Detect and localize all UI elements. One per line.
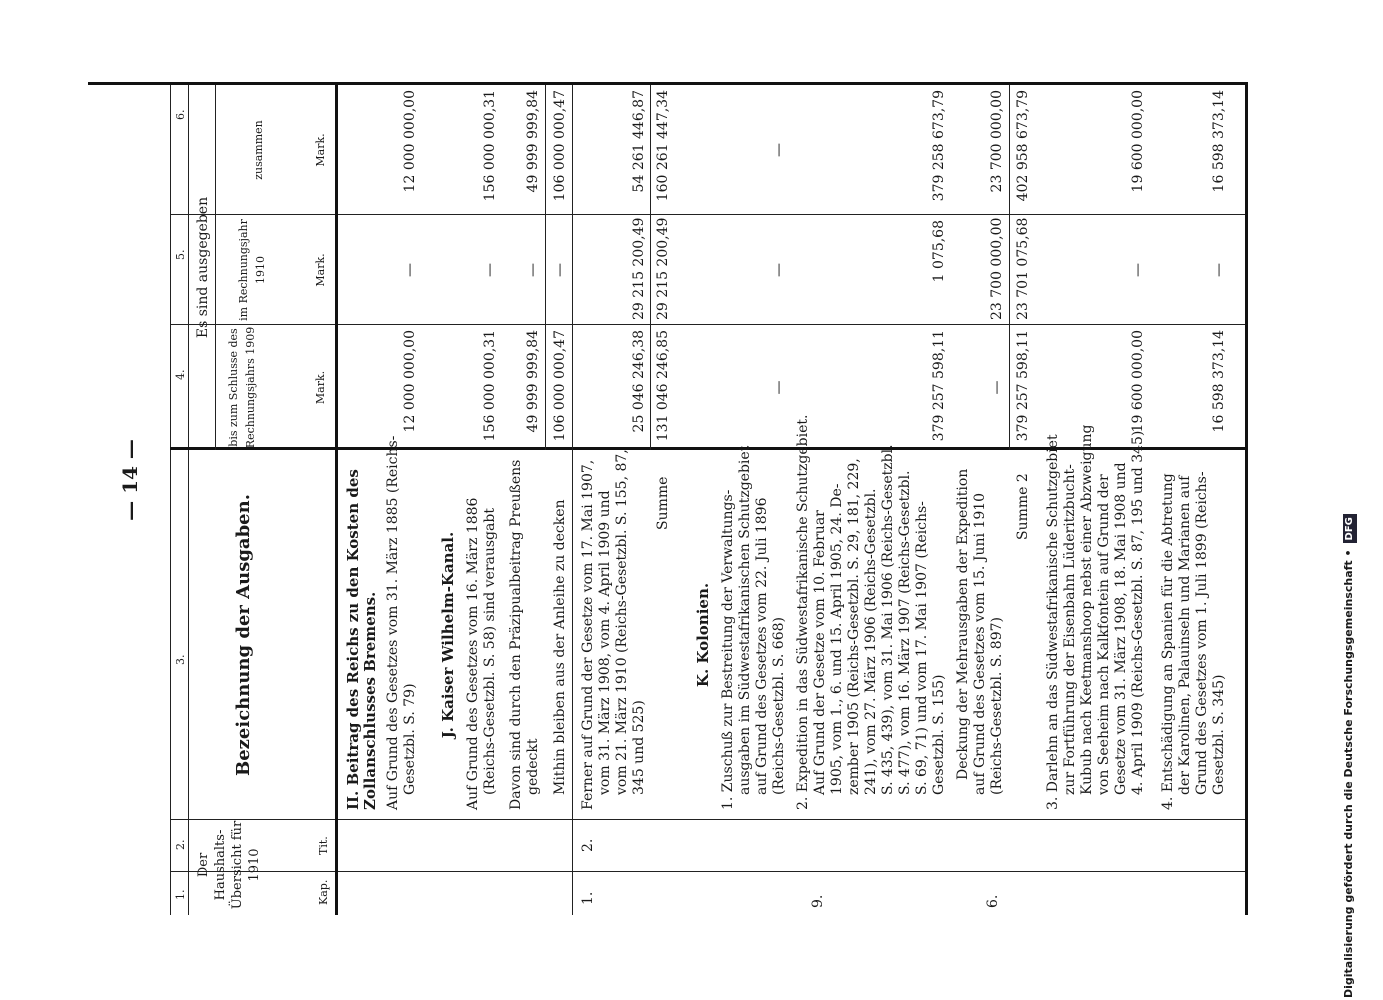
- II-c4: 12 000 000,00: [402, 330, 418, 433]
- J3-c5: —: [552, 263, 568, 277]
- J-sum-label: Summe: [655, 476, 671, 530]
- rule-J2: [545, 85, 546, 450]
- J2-c4: 49 999 999,84: [525, 330, 541, 433]
- K2b-c5: 23 700 000,00: [989, 217, 1005, 320]
- K2-kap: 9.: [810, 894, 826, 908]
- header-unit-6: Mark.: [314, 133, 327, 167]
- K4-c6: 16 598 373,14: [1211, 90, 1227, 193]
- K2-sum-c6: 402 958 673,79: [1015, 90, 1031, 202]
- K2-sum-c4: 379 257 598,11: [1015, 330, 1031, 442]
- K3-line3: Kubub nach Keetmanshoop nebst einer Abzweigung: [1079, 424, 1095, 795]
- dfg-logo: DFG: [1343, 514, 1357, 543]
- K2b-c6: 23 700 000,00: [989, 90, 1005, 193]
- K1-line2: ausgaben im Südwestafrikanischen Schutzgebiet: [737, 445, 753, 795]
- rule-bottom: [1245, 85, 1248, 915]
- K4-c4: 16 598 373,14: [1211, 330, 1227, 433]
- col-number-4: 4.: [174, 369, 187, 380]
- header-kap: Kap.: [317, 879, 330, 905]
- K3-c4: 19 600 000,00: [1130, 330, 1146, 433]
- footer-note-text: Digitalisierung gefördert durch die Deutsche Forschungsgemeinschaft •: [1342, 549, 1355, 998]
- J1-line1: Auf Grund des Gesetzes vom 16. März 1886: [465, 497, 481, 810]
- K2-c4: 379 257 598,11: [931, 330, 947, 442]
- col-number-6: 6.: [174, 109, 187, 120]
- J4-line4: 345 und 525): [631, 700, 647, 795]
- K2b-line1: Deckung der Mehrausgaben der Expedition: [955, 468, 971, 780]
- col-number-1: 1.: [174, 889, 187, 900]
- K2-line2: Auf Grund der Gesetze vom 10. Februar: [812, 510, 828, 795]
- header-col4: bis zum Schlusse des Rechnungsjahrs 1909: [227, 326, 257, 449]
- J-sum-c4: 131 046 246,85: [655, 330, 671, 442]
- header-col6: zusammen: [252, 120, 265, 180]
- section-J-title: J. Kaiser Wilhelm-Kanal.: [439, 531, 457, 739]
- K3-c6: 19 600 000,00: [1130, 90, 1146, 193]
- header-tit: Tit.: [317, 836, 330, 855]
- K3-line1: 3. Darlehn an das Südwestafrikanische Schutzgebiet: [1045, 434, 1061, 810]
- J4-c4: 25 046 246,38: [631, 330, 647, 433]
- K2-c5: 1 075,68: [931, 220, 947, 283]
- col-number-5: 5.: [174, 249, 187, 260]
- J-sum-c5: 29 215 200,49: [655, 217, 671, 320]
- rule-spent: [215, 85, 216, 450]
- col-line-5: [170, 214, 1245, 215]
- header-budget-overview: Der Haushalts-Übersicht für 1910: [196, 820, 262, 910]
- K2b-line3: (Reichs-Gesetzbl. S. 897): [989, 617, 1005, 795]
- K2-line9: Gesetzbl. S. 155): [931, 674, 947, 795]
- header-col5: im Rechnungsjahr 1910: [237, 219, 267, 321]
- II-c5: —: [402, 263, 418, 277]
- col-line-4: [170, 324, 1245, 325]
- K2-line7: S. 477), vom 16. März 1907 (Reichs-Gesetzbl.: [897, 470, 913, 795]
- section-II-title: II. Beitrag des Reichs zu den Kosten des Zollanschlusses Bremens.: [344, 469, 379, 810]
- J4-line2: vom 31. März 1908, vom 4. April 1909 und: [597, 490, 613, 795]
- J2-line1: Davon sind durch den Präzipualbeitrag Preußens: [508, 459, 524, 810]
- J1-c6: 156 000 000,31: [482, 90, 498, 202]
- K4-line2: der Karolinen, Palauinseln und Marianen auf: [1177, 475, 1193, 795]
- K4-line4: Gesetzbl. S. 345): [1211, 674, 1227, 795]
- J1-c5: —: [482, 263, 498, 277]
- K3-line2: zur Fortführung der Eisenbahn Lüderitzbucht-: [1062, 464, 1078, 795]
- col-number-3: 3.: [174, 654, 187, 665]
- J3-c6: 106 000 000,47: [552, 90, 568, 202]
- K1-c6: —: [771, 143, 787, 157]
- K1-line4: (Reichs-Gesetzbl. S. 668): [771, 617, 787, 795]
- rule-K2b: [1009, 85, 1010, 450]
- J3-line1: Mithin bleiben aus der Anleihe zu decken: [552, 499, 568, 795]
- K2b-kap: 6.: [985, 894, 1001, 908]
- J4-kap: 1.: [580, 891, 596, 905]
- rule-top: [170, 85, 171, 915]
- K2-line8: S. 69, 71) und vom 17. Mai 1907 (Reichs-: [914, 501, 930, 795]
- digitization-note: [1342, 8, 1382, 998]
- rule-header-bottom: [335, 85, 338, 915]
- J2-line2: gedeckt: [525, 738, 541, 795]
- J4-tit: 2.: [580, 838, 596, 852]
- rule-J4: [650, 85, 651, 450]
- J3-c4: 106 000 000,47: [552, 330, 568, 442]
- K1-c4: —: [771, 380, 787, 395]
- K4-line1: 4. Entschädigung an Spanien für die Abtretung: [1160, 473, 1176, 810]
- K4-line3: Grund des Gesetzes vom 1. Juli 1899 (Reichs-: [1194, 471, 1210, 795]
- K3-c5: —: [1130, 263, 1146, 277]
- J2-c5: —: [525, 263, 541, 277]
- K2b-c4: —: [989, 380, 1005, 395]
- J1-line2: (Reichs-Gesetzbl. S. 58) sind verausgabt: [482, 508, 498, 795]
- J4-line1: Ferner auf Grund der Gesetze vom 17. Mai 1907,: [580, 459, 596, 810]
- K1-line1: 1. Zuschuß zur Bestreitung der Verwaltungs-: [720, 489, 736, 810]
- K2-sum-c5: 23 701 075,68: [1015, 217, 1031, 320]
- K1-line3: auf Grund des Gesetzes vom 22. Juli 1896: [754, 497, 770, 795]
- header-description: Bezeichnung der Ausgaben.: [233, 494, 254, 776]
- J4-c5: 29 215 200,49: [631, 217, 647, 320]
- J1-c4: 156 000 000,31: [482, 330, 498, 442]
- J4-line3: vom 21. März 1910 (Reichs-Gesetzbl. S. 155, 87,: [614, 449, 630, 795]
- header-unit-4: Mark.: [314, 370, 327, 405]
- header-unit-5: Mark.: [314, 253, 327, 287]
- K2-sum-label: Summe 2: [1015, 473, 1031, 540]
- K2-c6: 379 258 673,79: [931, 90, 947, 202]
- K3-line5: Gesetze vom 31. März 1908, 18. Mai 1908 und: [1113, 462, 1129, 795]
- K2-line5: 241), vom 27. März 1906 (Reichs-Gesetzbl.: [863, 488, 879, 795]
- II-c6: 12 000 000,00: [402, 90, 418, 193]
- J4-c6: 54 261 446,87: [631, 90, 647, 193]
- II-line2: Gesetzbl. S. 79): [402, 683, 418, 795]
- col-number-2: 2.: [174, 839, 187, 850]
- header-spent: Es sind ausgegeben: [195, 196, 211, 339]
- K2b-line2: auf Grund des Gesetzes vom 15. Juni 1910: [972, 492, 988, 795]
- K2-line4: zember 1905 (Reichs-Gesetzbl. S. 29, 181, 229,: [846, 458, 862, 795]
- rule-colnums: [188, 85, 189, 915]
- page-number: — 14 —: [118, 439, 142, 521]
- K1-c5: —: [771, 263, 787, 277]
- II-line1: Auf Grund des Gesetzes vom 31. März 1885 (Reichs-: [385, 435, 401, 810]
- K2-line1: 2. Expedition in das Südwestafrikanische Schutzgebiet.: [795, 414, 811, 810]
- K2-line6: S. 435, 439), vom 31. Mai 1906 (Reichs-Gesetzbl.: [880, 444, 896, 795]
- K3-line6: 4. April 1909 (Reichs-Gesetzbl. S. 87, 195 und 345): [1130, 430, 1146, 795]
- K3-line4: von Seeheim nach Kalkfontein auf Grund der: [1096, 474, 1112, 795]
- K2-line3: 1905, vom 1., 6. und 15. April 1905, 24. De-: [829, 483, 845, 795]
- J-sum-c6: 160 261 447,34: [655, 90, 671, 202]
- J2-c6: 49 999 999,84: [525, 90, 541, 193]
- K4-c5: —: [1211, 263, 1227, 277]
- section-K-title: K. Kolonien.: [694, 582, 712, 688]
- col-line-1: [170, 871, 1245, 872]
- rule-J3: [572, 85, 573, 915]
